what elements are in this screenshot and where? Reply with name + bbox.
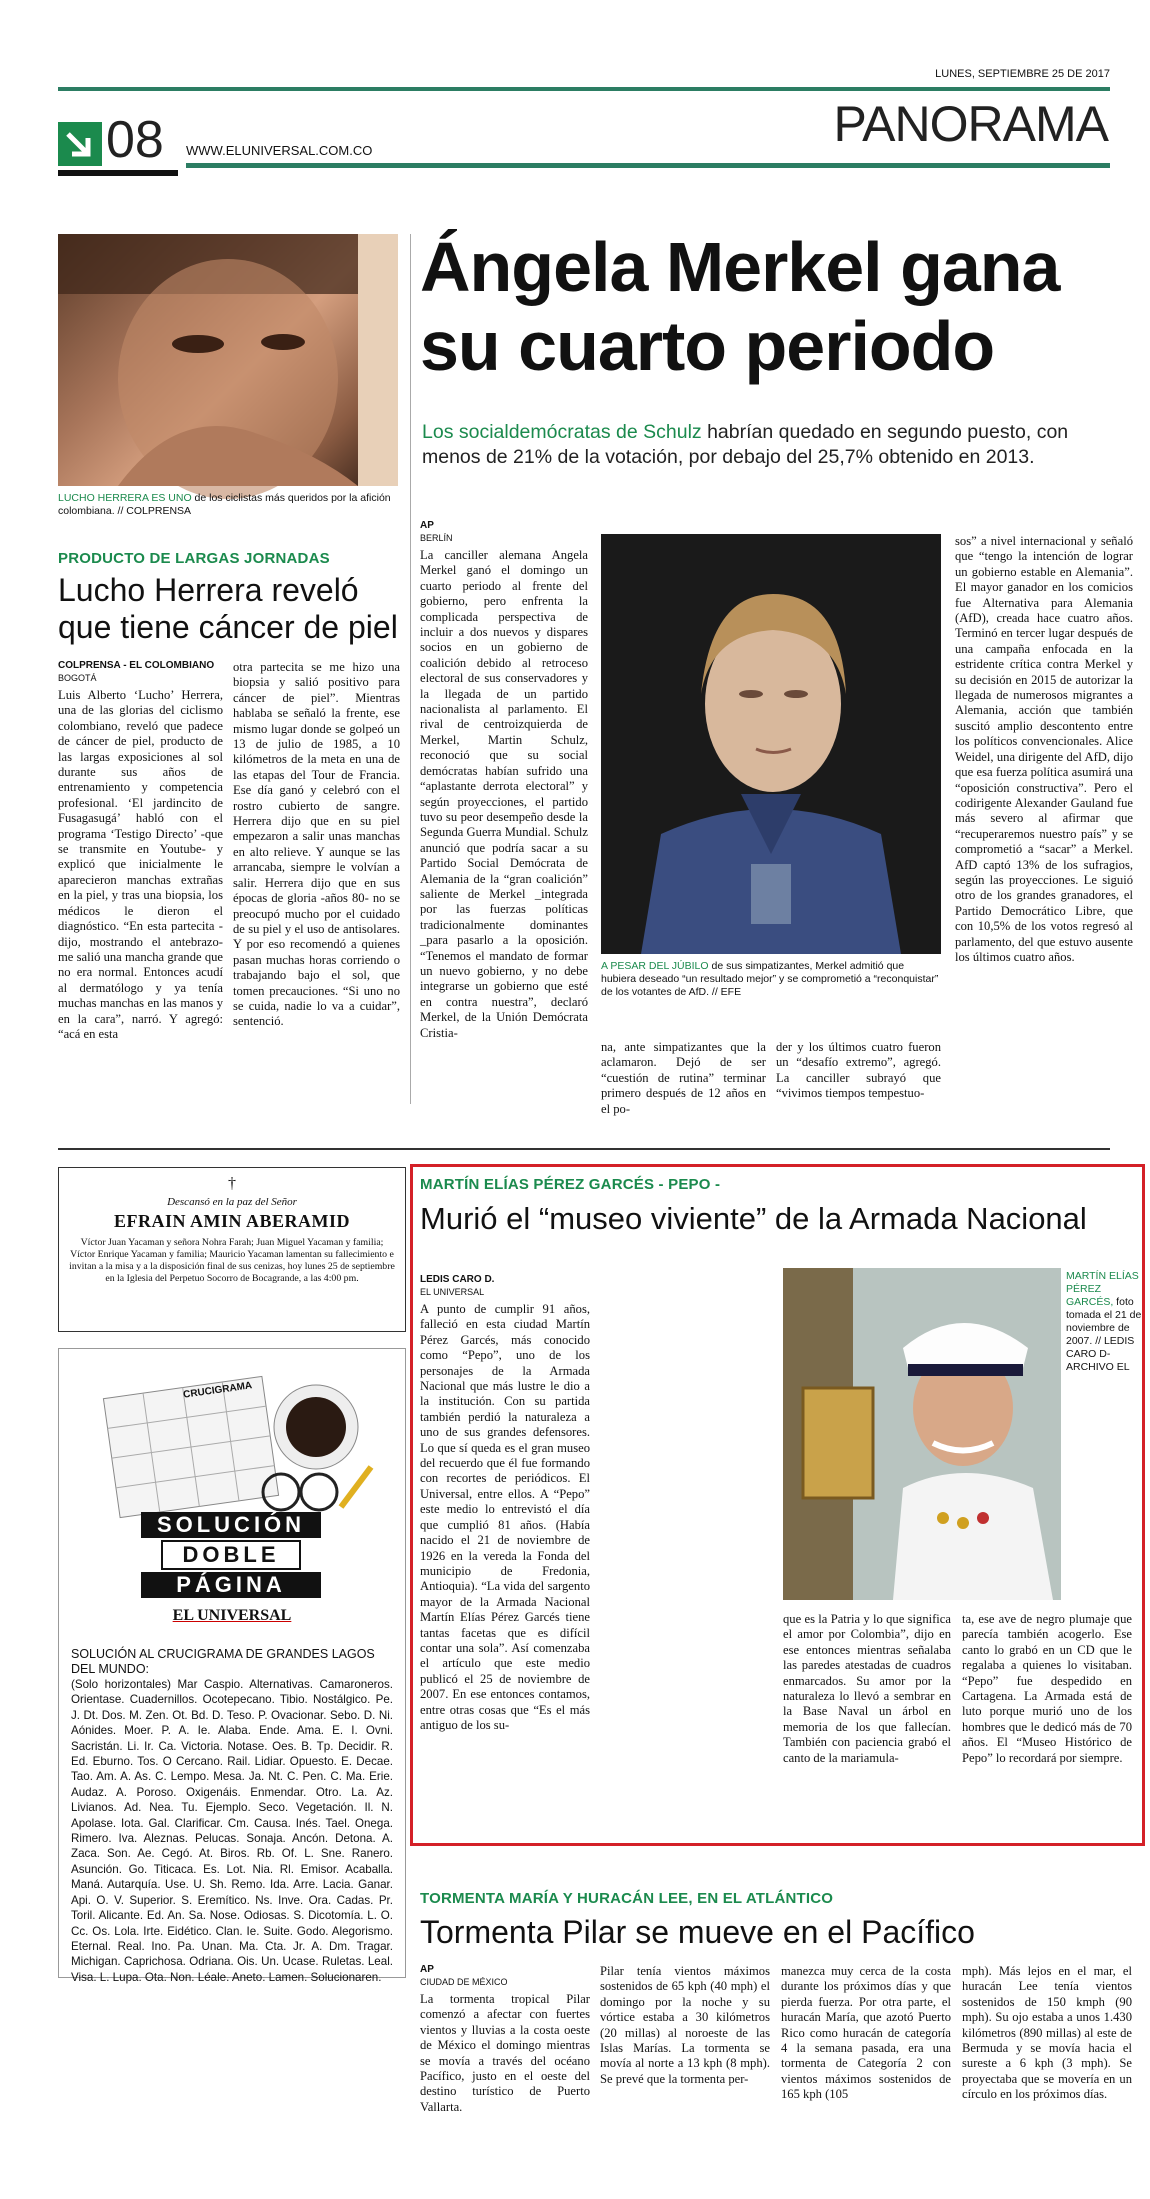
section-rule (58, 1148, 1110, 1150)
crossword-illustration (71, 1357, 393, 1603)
pepo-body-col3: que es la Patria y lo que significa el amor por Colombia”, dijo en ese entonces mientras señalaba las paredes atestadas de cuadros enmarcados. Su amor por la naturaleza lo llevó a sembrar en la Base Naval un árbol en memoria de los que fallecían. También con paciencia grabó el canto de la mariamula- (783, 1612, 951, 1765)
crossword-solution-title: SOLUCIÓN AL CRUCIGRAMA DE GRANDES LAGOS DEL MUNDO: (71, 1647, 375, 1676)
cross-icon: † (228, 1175, 236, 1192)
storm-body-col4: mph). Más lejos en el mar, el huracán Lee tenía vientos sostenidos de 150 kmph (90 mph). Su ojo estaba a unos 1.430 kilómetros (890 millas) al este de Bermuda y se movía hacia el sureste a 6 kph (3 mph). Se proyectaba que se movería en un círculo en los próximos días. (962, 1964, 1132, 2102)
pepo-byline: LEDIS CARO D. EL UNIVERSAL (420, 1274, 495, 1297)
merkel-body-col4: sos” a nivel internacional y señaló que “tengo la intención de lograr un gobierno estable en Alemania”. El mayor ganador en los comicios fue Alternativa para Alemania (AfD), creada hace cuatro años. Terminó en tercer lugar después de una campaña enfocada en la estridente crítica contra Merkel y su decisión en 2015 de autorizar la llegada de numerosos migrantes a Alemania, acción que también suscitó amplio descontento entre los políticos convencionales. Alice Weidel, una dirigente del AfD, dijo que esa fuerza política asumirá una “oposición constructiva”. Pero el codirigente Alexander Gauland fue más severo al afirmar que “recuperaremos nuestro país” y se comprometió a “sacar” a Merkel. AfD captó 13% de los sufragios, según las proyecciones. Le siguió otro de los grandes granadores, el Partido Democrático Libre, que con 10,5% de los votos regresó al parlamento, del que estuvo ausente los últimos cuatro años. (955, 534, 1133, 964)
storm-body-col2: Pilar tenía vientos máximos sostenidos de 65 kph (40 mph) el domingo por la noche y su vórtice estaba a 30 kilómetros (20 millas) al noroeste de las Islas Marías. La tormenta se movía al norte a 13 kph (8 mph). Se prevé que la tormenta per- (600, 1964, 770, 2086)
obituary-box (58, 1167, 406, 1332)
herrera-kicker: PRODUCTO DE LARGAS JORNADAS (58, 550, 330, 567)
storm-byline: AP CIUDAD DE MÉXICO (420, 1964, 508, 1987)
obituary-name: EFRAIN AMIN ABERAMID (113, 1211, 350, 1231)
page-number-underline (58, 170, 178, 176)
obituary-text: Víctor Juan Yacaman y señora Nohra Farah; Juan Miguel Yacaman y familia; Víctor Enrique Yacaman y familia; Mauricio Yacaman lamentan su fallecimiento e invitan a la misa y a la disposición final de sus cenizas, hoy lunes 25 de septiembre en la Iglesia del Perpetuo Socorro de Bocagrande, a las 4:00 pm. (69, 1237, 395, 1284)
herrera-body-col1: Luis Alberto ‘Lucho’ Herrera, una de las glorias del ciclismo colombiano, reveló que padece de cáncer de piel, producto de las largas exposiciones al sol durante sus años de entrenamiento y competencia profesional. ‘El jardincito de Fusagasugá’ habló con el programa ‘Testigo Directo’ -que se transmite en Youtube- y explicó que inicialmente le aparecieron manchas extrañas en la piel, y tras una biopsia, los médicos le dieron el diagnóstico. “En esta partecita -dijo, mostrando el antebrazo- me salió una mancha grande que no era normal. Entonces acudí al dermatólogo y ya tenía muchas manchas en las manos y en la cara”, narró. Y agregó: “acá en esta (58, 688, 223, 1041)
masthead-top-rule (58, 87, 1110, 91)
merkel-headline[interactable]: Ángela Merkel gana su cuarto periodo (420, 228, 1060, 385)
pepo-photo (783, 1268, 1061, 1600)
section-title: PANORAMA (833, 96, 1108, 152)
herrera-headline[interactable]: Lucho Herrera reveló que tiene cáncer de piel (58, 572, 398, 645)
storm-kicker: TORMENTA MARÍA Y HURACÁN LEE, EN EL ATLÁNTICO (420, 1890, 834, 1907)
merkel-body-col1: La canciller alemana Angela Merkel ganó el domingo un cuarto periodo al frente del gobierno, pero enfrenta la complicada perspectiva de incluir a dos nuevos y dispares socios en un gobierno de coalición debido al retroceso electoral de sus conservadores y la llegada de un partido nacionalista al parlamento. El rival de centroizquierda de Merkel, Martin Schulz, reconoció que su social demócratas habían sufrido una “aplastante derrota electoral” y según proyecciones, el partido tuvo su peor desempeño desde la Segunda Guerra Mundial. Schulz anunció que podría sacar a su Partido Social Demócrata de Alemania de la “gran coalición” saliente de Merkel _integrada por las fuerzas políticas tradicionalmente dominantes _para pasarlo a la oposición. “Tenemos el mandato de formar un nuevo gobierno, y no debe integrarse un gobierno que esté en contra nuestra”, declaró Merkel, de la Unión Demócrata Cristia- (420, 548, 588, 1040)
pepo-photo-caption: MARTÍN ELÍAS PÉREZ GARCÉS, foto tomada el 21 de noviembre de 2007. // LEDIS CARO D- ARCHIVO EL (1066, 1270, 1142, 1373)
crossword-label: CRUCIGRAMA (182, 1380, 253, 1401)
page-number: 08 (106, 111, 164, 169)
merkel-byline: AP BERLÍN (420, 520, 453, 543)
merkel-body-col2: na, ante simpatizantes que la aclamaron. Dejó de ser “cuestión de rutina” terminar primero después de 12 años en el po- (601, 1040, 766, 1116)
herrera-photo (58, 234, 398, 486)
pepo-body-col4: ta, ese ave de negro plumaje que parecía también acogerlo. Ese canto lo grabó en un CD que le regalaba a quienes lo visitaban. “Pepo” fue despedido en Cartagena. La Armada está de luto porque murió uno de los hombres que le dedicó más de 70 años. El “Museo Histórico de Pepo” lo recordará por siempre. (962, 1612, 1132, 1765)
storm-headline[interactable]: Tormenta Pilar se mueve en el Pacífico (420, 1914, 975, 1950)
column-divider (410, 234, 411, 1104)
merkel-photo-caption: A PESAR DEL JÚBILO de sus simpatizantes, Merkel admitió que hubiera deseado “un resultado mejor” y se comprometió a “reconquistar” de los votantes de AfD. // EFE (601, 960, 939, 998)
issue-date: LUNES, SEPTIEMBRE 25 DE 2017 (935, 68, 1110, 80)
pepo-kicker: MARTÍN ELÍAS PÉREZ GARCÉS - PEPO - (420, 1176, 721, 1193)
storm-body-col3: manezca muy cerca de la costa durante los próximos días y que pierda fuerza. Por otra parte, el huracán María, que azotó Puerto Rico como huracán de categoría 4 la semana pasada, era una tormenta de Categoría 2 con vientos máximos sostenidos de 165 kph (105 (781, 1964, 951, 2102)
merkel-photo (601, 534, 941, 954)
obituary-line: Descansó en la paz del Señor (167, 1196, 297, 1208)
solution-logo: SOLUCIÓN DOBLE PÁGINA (141, 1512, 321, 1598)
merkel-body-col3: der y los últimos cuatro fueron un “desafío extremo”, agregó. La canciller subrayó que “vivimos tiempos tempestuo- (776, 1040, 941, 1101)
crossword-brand: EL UNIVERSAL (172, 1607, 292, 1624)
herrera-photo-caption: LUCHO HERRERA ES UNO de los ciclistas más queridos por la afición colombiana. // COLPRENSA (58, 492, 391, 517)
merkel-subheadline: Los socialdemócratas de Schulz habrían quedado en segundo puesto, con menos de 21% de la votación, por debajo del 25,7% obtenido en 2013. (422, 421, 1069, 468)
storm-body-col1: La tormenta tropical Pilar comenzó a afectar con fuertes vientos y lluvias a la costa oeste de México el domingo mientras se movía a través del océano Pacífico, justo en el oeste del destino turístico de Puerto Vallarta. (420, 1992, 590, 2114)
pepo-body-col2 (600, 1274, 768, 1838)
masthead-bottom-rule (186, 163, 1110, 168)
herrera-byline: COLPRENSA - EL COLOMBIANO BOGOTÁ (58, 660, 215, 683)
crossword-solution-text: (Solo horizontales) Mar Caspio. Alternativas. Camaroneros. Orientase. Cuadernillos. Ocotepecano. Tibio. Nostálgico. Pe. J. Dt. Dos. M. Zen. Ot. Bd. D. Teso. P. Ovacionar. Sebo. D. Ni. Aónides. Moer. P. A. Ie. Alaba. Ende. Ama. E. I. Ovni. Sacristán. Li. Ir. Ca. Victoria. Notase. Oes. B. Tp. Decidir. R. Ed. Eburno. Tos. O Cercano. Rail. Lidiar. Opuesto. E. Decae. Tao. Am. A. As. C. Lempo. Mesa. Ja. Nt. C. Pen. C. Ma. Erie. Audaz. A. Poroso. Oxigenáis. Enmendar. Otro. La. Az. Livianos. Ad. Nea. Tu. Ejemplo. Seco. Vegetación. Il. N. Apolase. Iota. Gal. Clarificar. Cm. Causa. Inés. Tael. Onega. Rimero. Iva. Aleznas. Pelucas. Sonaja. Ancón. Detona. A. Zaca. Son. Ae. Cegó. At. Biros. Rb. Of. L. Sne. Ranero. Asunción. Go. Titicaca. Es. Lot. Nia. Rl. Emisor. Acaballa. Maná. Autarquía. Use. U. Sh. Remo. Ida. Arre. Lacia. Ganar. Api. O. V. Superior. S. Eremítico. Ns. Inve. Ora. Cadas. Pr. Toril. Alicante. Ed. An. Sa. Nose. Odiosas. S. Dicotomía. L. O. Cc. Os. Lola. Irte. Eidético. Clan. Ie. Suite. Godo. Alegorismo. Eternal. Real. Ino. Pa. Unan. Ma. Cta. Jr. A. Dm. Tragar. Michigan. Caprichosa. Odriana. Ois. Un. Ucase. Ruletas. Leal. Visa. L. Lupa. Ota. Non. Léale. Aneto. Lamen. Solucionaren. (71, 1678, 393, 1984)
crossword-box (58, 1348, 406, 1984)
pepo-body-col1: A punto de cumplir 91 años, falleció en esta ciudad Martín Pérez Garcés, más conocido como “Pepo”, uno de los personajes de la Armada Nacional que más lustre le dio a la institución. Con su partida también perdió la naturaleza a uno de sus grandes defensores. Lo que sí queda es el gran museo del recuerdo que él fue formando con recortes de periódicos. El Universal, entre ellos. A “Pepo” este medio lo entrevistó el día que cumplió 81 años. (Había nacido el 21 de noviembre de 1926 en la vereda la Fonda del municipio de Fredonia, Antioquia). “La vida del sargento mayor de la Armada Nacional Martín Elías Pérez Garcés tiene tantas facetas que es difícil contar una sola”. Así comenzaba el artículo que este medio publicó el 25 de noviembre de 2007. En ese entonces contamos, entre otras cosas que “Es el más antiguo de los su- (420, 1302, 590, 1732)
website-link[interactable]: WWW.ELUNIVERSAL.COM.CO (186, 143, 373, 158)
pepo-headline[interactable]: Murió el “museo viviente” de la Armada Nacional (420, 1201, 1087, 1236)
herrera-body-col2: otra partecita se me hizo una biopsia y salió positivo para cáncer de piel”. Mientras hablaba se señaló la frente, ese mismo lugar donde se golpeó un 13 de julio de 1985, a 10 kilómetros de la meta en una de las etapas del Tour de Francia. Ese día ganó y celebró con el rostro cubierto de sangre. Herrera dijo que en su piel empezaron a salir unas manchas en alto relieve. Y aunque se las arrancaba, siempre le volvían a salir. Herrera dijo que en sus épocas de gloria -años 80- no se preocupó mucho por el cuidado de su piel y el uso de antisolares. Y por eso recomendó a quienes pasan muchas horas corriendo o trabajando bajo el sol, que tomen precauciones. “Si uno no se cuida, nadie lo va a cuidar”, sentenció. (233, 660, 400, 1029)
arrow-icon (58, 122, 102, 166)
